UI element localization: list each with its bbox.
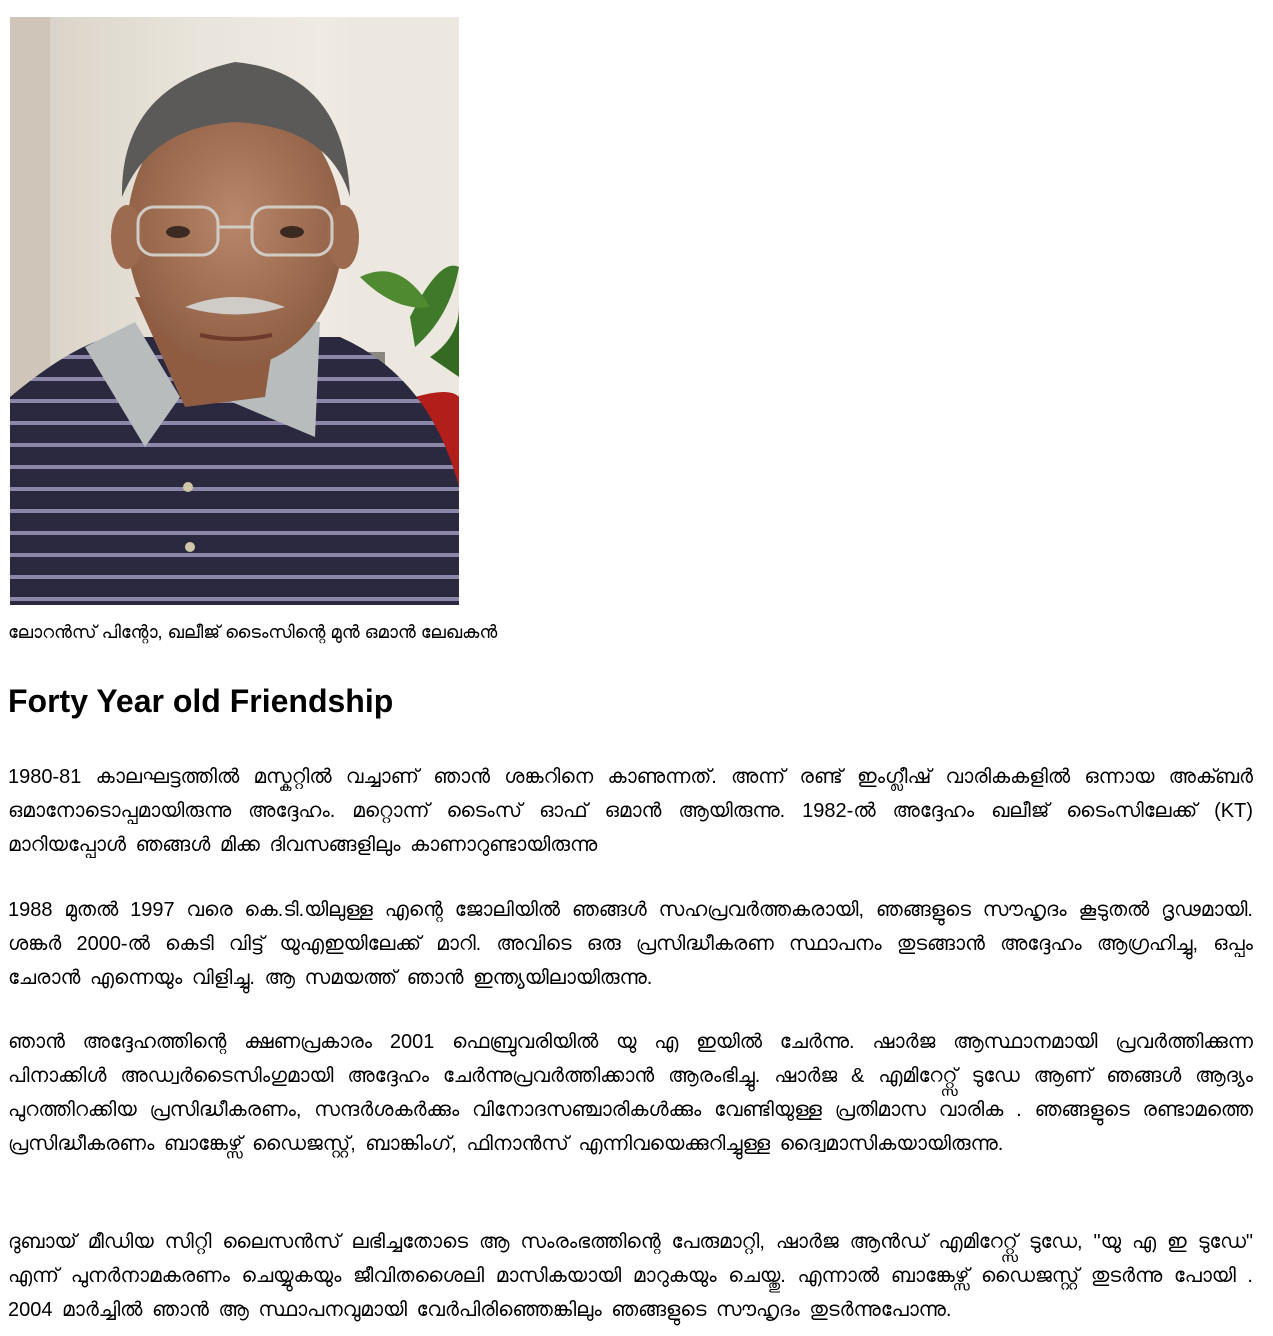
article-title: Forty Year old Friendship — [8, 683, 394, 719]
paragraph-3: ഞാൻ അദ്ദേഹത്തിന്റെ ക്ഷണപ്രകാരം 2001 ഫെബ്രുവരിയിൽ യു എ ഇയിൽ ചേർന്നു. ഷാർജ ആസ്ഥാനമായി പ്രവർത്തിക്കുന്ന പിനാക്കിൾ അഡ്വർടൈസിംഗുമായി അദ്ദേഹം ചേർന്നുപ്രവർത്തിക്കാൻ ആരംഭിച്ചു. ഷാർജ & എമിറേറ്റ്സ് ടുഡേ ആണ് ഞങ്ങൾ ആദ്യം പുറത്തിറക്കിയ പ്രസിദ്ധീകരണം, സന്ദർശകർക്കും വിനോദസഞ്ചാരികൾക്കും വേണ്ടിയുള്ള പ്രതിമാസ വാരിക . ഞങ്ങളുടെ രണ്ടാമത്തെ പ്രസിദ്ധീകരണം ബാങ്കേഴ്സ് ഡൈജസ്റ്റ്, ബാങ്കിംഗ്, ഫിനാൻസ് എന്നിവയെക്കുറിച്ചുള്ള ദ്വൈമാസികയായിരുന്നു. — [8, 1031, 1253, 1155]
paragraph-2: 1988 മുതൽ 1997 വരെ കെ.ടി.യിലുള്ള എന്റെ ജോലിയിൽ ഞങ്ങൾ സഹപ്രവർത്തകരായി, ഞങ്ങളുടെ സൗഹൃദം കൂടുതൽ ദൃഢമായി. ശങ്കർ 2000-ൽ കെടി വിട്ട് യുഎഇയിലേക്ക് മാറി. അവിടെ ഒരു പ്രസിദ്ധീകരണ സ്ഥാപനം തുടങ്ങാൻ അദ്ദേഹം ആഗ്രഹിച്ചു, ഒപ്പം ചേരാൻ എന്നെയും വിളിച്ചു. ആ സമയത്ത് ഞാൻ ഇന്ത്യയിലായിരുന്നു. — [8, 899, 1253, 989]
portrait-image — [10, 17, 459, 605]
photo-caption: ലോറൻസ് പിന്റോ, ഖലീജ് ടൈംസിന്റെ മുൻ ഒമാൻ ലേഖകൻ — [8, 622, 498, 642]
paragraph-1: 1980-81 കാലഘട്ടത്തിൽ മസ്കറ്റിൽ വച്ചാണ് ഞാൻ ശങ്കറിനെ കാണുന്നത്. അന്ന് രണ്ട് ഇംഗ്ലീഷ് വാരികകളിൽ ഒന്നായ അക്ബർ ഒമാനോടൊപ്പമായിരുന്നു അദ്ദേഹം. മറ്റൊന്ന് ടൈംസ് ഓഫ് ഒമാൻ ആയിരുന്നു. 1982-ൽ അദ്ദേഹം ഖലീജ് ടൈംസിലേക്ക് (KT) മാറിയപ്പോൾ ഞങ്ങൾ മിക്ക ദിവസങ്ങളിലും കാണാറുണ്ടായിരുന്നു — [8, 766, 1253, 856]
paragraph-4: ദുബായ് മീഡിയ സിറ്റി ലൈസൻസ് ലഭിച്ചതോടെ ആ സംരംഭത്തിന്റെ പേരുമാറ്റി, ഷാർജ ആൻഡ് എമിറേറ്റ്സ് ടുഡേ, "യു എ ഇ ടുഡേ" എന്ന് പുനർനാമകരണം ചെയ്യുകയും ജീവിതശൈലി മാസികയായി മാറുകയും ചെയ്തു. എന്നാൽ ബാങ്കേഴ്സ് ഡൈജസ്റ്റ് തുടർന്നു പോയി . 2004 മാർച്ചിൽ ഞാൻ ആ സ്ഥാപനവുമായി വേർപിരിഞ്ഞെങ്കിലും ഞങ്ങളുടെ സൗഹൃദം തുടർന്നുപോന്നു. — [8, 1231, 1253, 1321]
author-portrait-photo — [10, 17, 459, 605]
